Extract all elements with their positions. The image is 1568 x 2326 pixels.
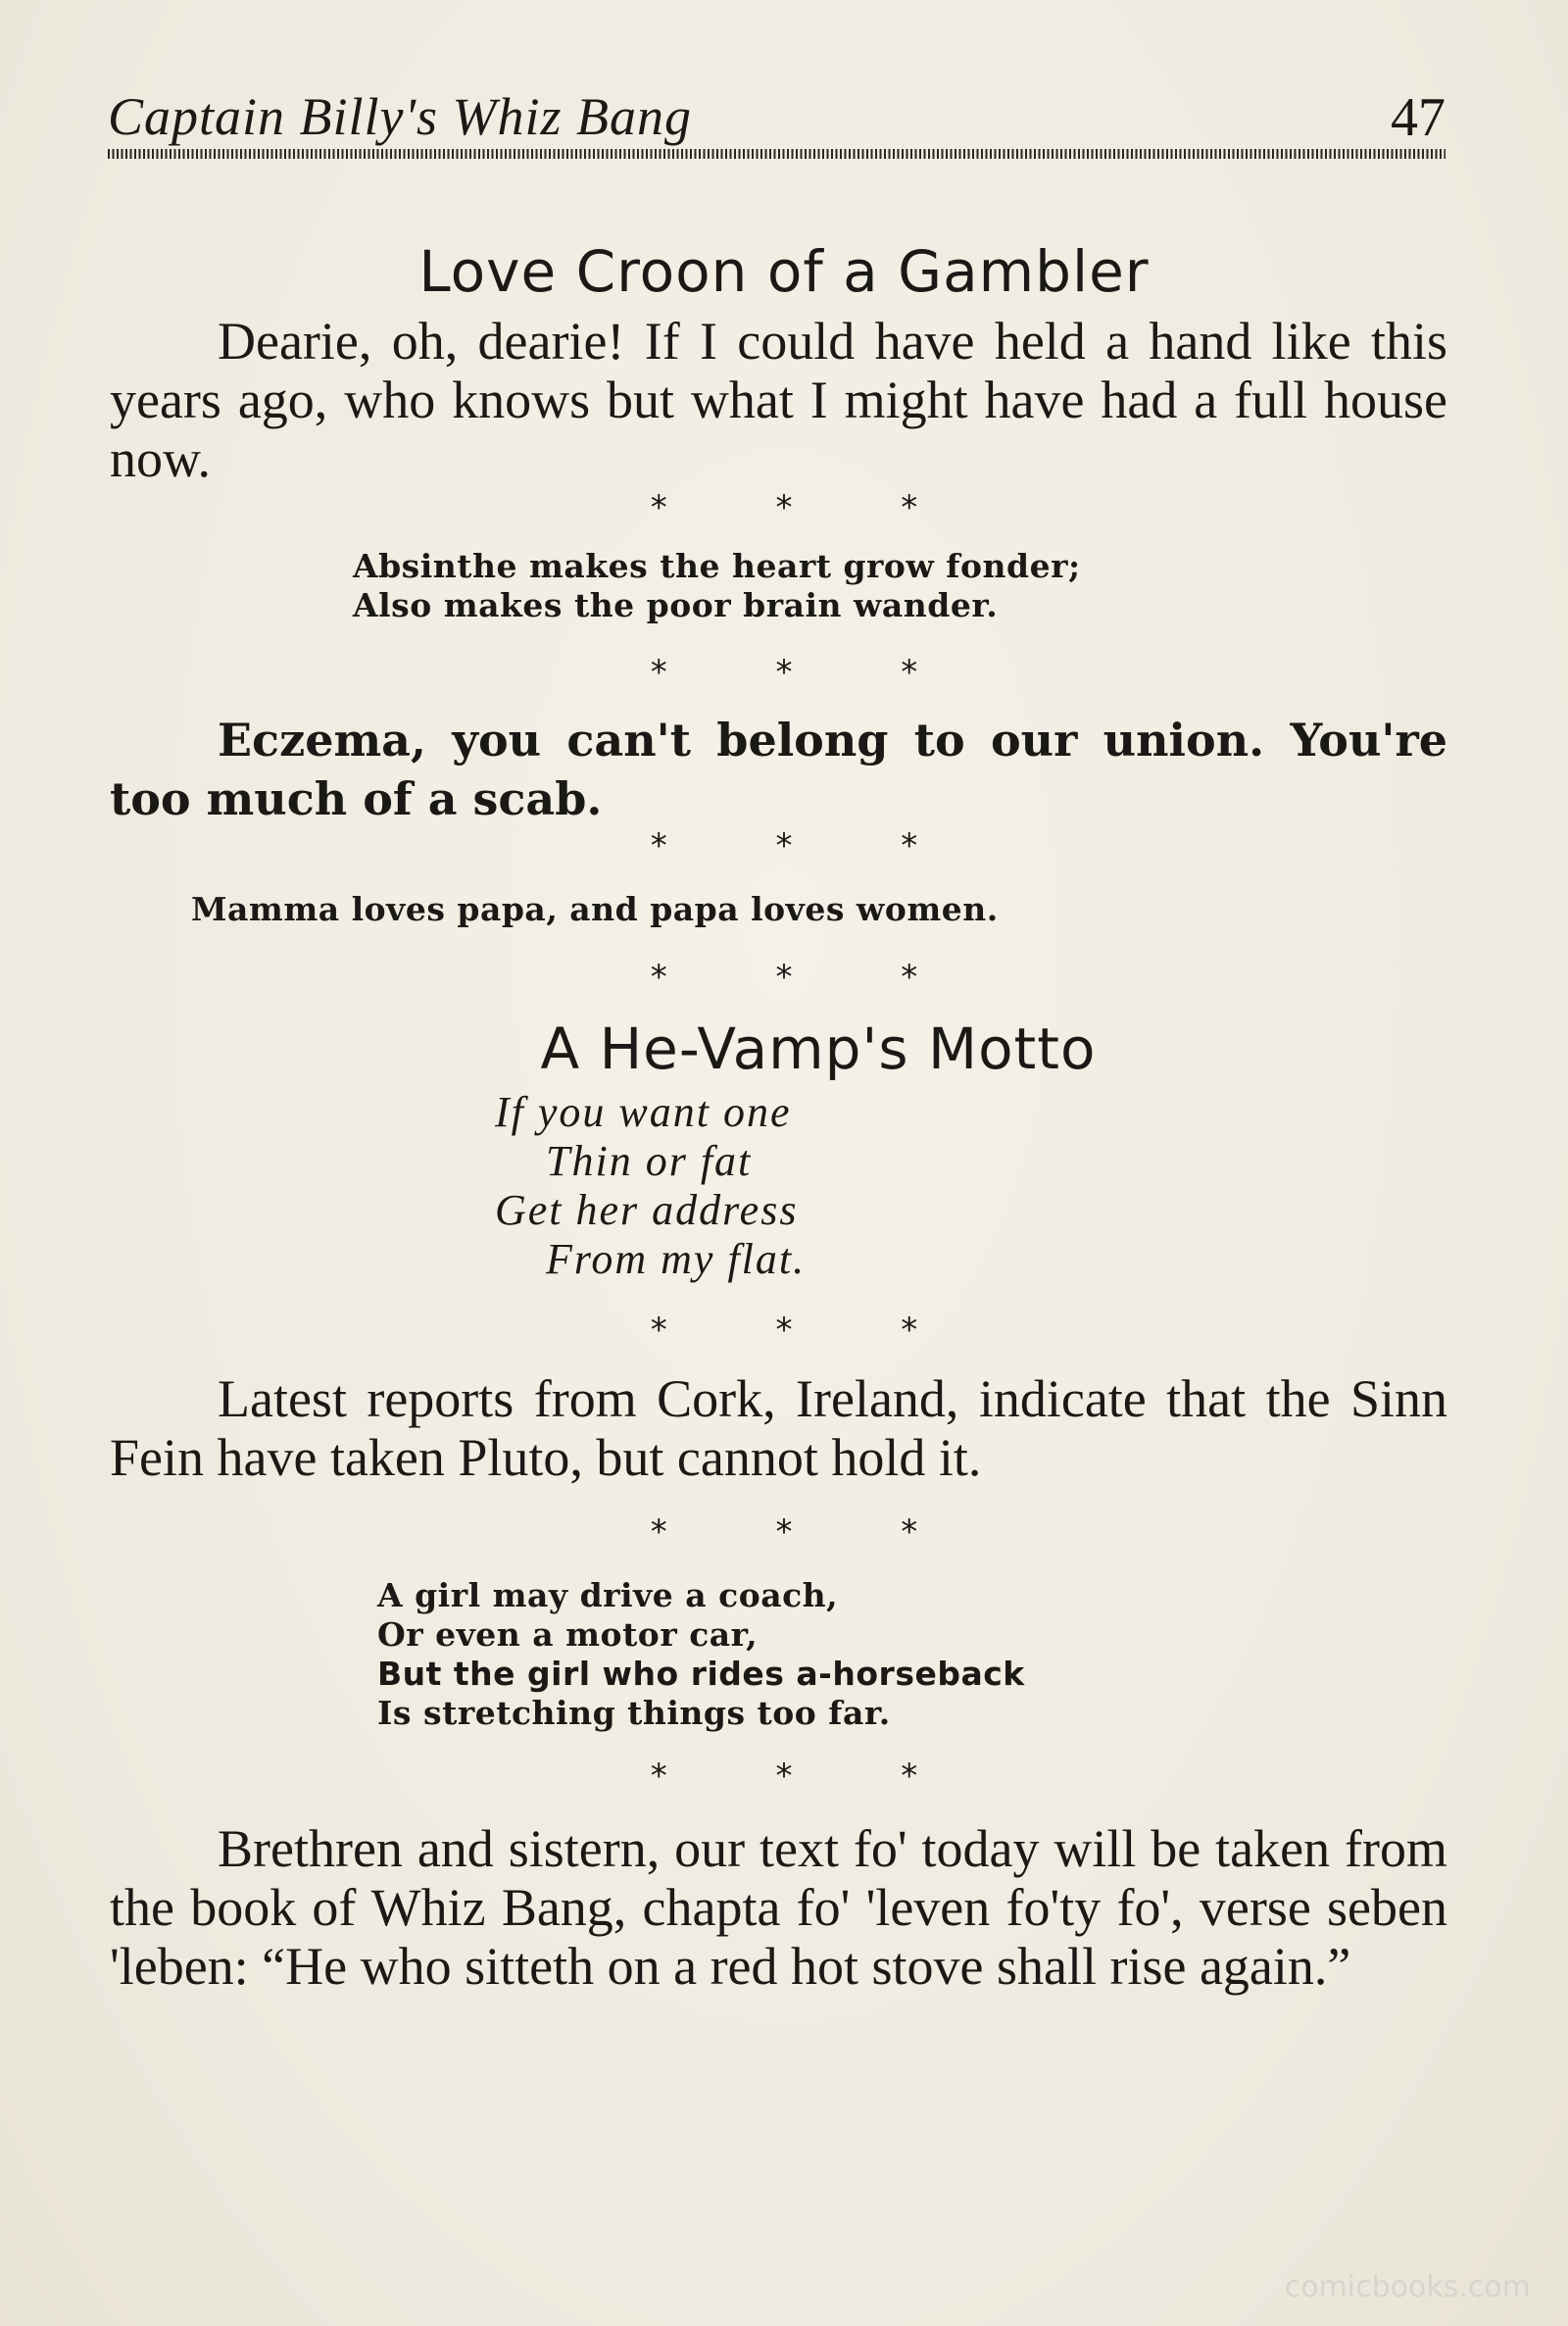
heading-he-vamp: A He-Vamp's Motto — [540, 1015, 1097, 1082]
separator: * * * — [650, 653, 967, 692]
poem-line: If you want one — [495, 1088, 792, 1136]
verse-horseback — [377, 1576, 1025, 1733]
header-rule — [108, 149, 1446, 159]
separator: * * * — [650, 1311, 967, 1350]
separator: * * * — [650, 488, 967, 527]
page-header — [108, 86, 1446, 155]
verse-line: But the girl who rides a-horseback — [377, 1655, 1025, 1693]
separator: * * * — [650, 958, 967, 997]
poem-line: Get her address — [495, 1186, 799, 1234]
paragraph-gambler: Dearie, oh, dearie! If I could have held a hand like this years ago, who knows but what I might have had a full house now. — [110, 312, 1447, 488]
separator: * * * — [650, 1757, 967, 1796]
poem-line: From my flat. — [546, 1235, 807, 1283]
paragraph-sinn-fein: Latest reports from Cork, Ireland, indicate that the Sinn Fein have taken Pluto, but cannot hold it. — [110, 1369, 1447, 1487]
paragraph-brethren: Brethren and sistern, our text fo' today will be taken from the book of Whiz Bang, chapta fo' 'leven fo'ty fo', verse seben 'leben: “He who sitteth on a red hot stove shall rise again.” — [110, 1819, 1447, 1996]
verse-absinthe — [353, 547, 1081, 625]
heading-love-croon: Love Croon of a Gambler — [418, 238, 1150, 305]
magazine-title: Captain Billy's Whiz Bang — [108, 87, 693, 146]
poem-line: Thin or fat — [546, 1137, 753, 1185]
separator: * * * — [650, 826, 967, 866]
verse-line: Or even a motor car, — [377, 1615, 759, 1654]
separator: * * * — [650, 1512, 967, 1552]
page-number: 47 — [1391, 87, 1446, 148]
verse-line: A girl may drive a coach, — [377, 1576, 839, 1614]
verse-line: Absinthe makes the heart grow fonder; — [353, 547, 1081, 585]
paragraph-eczema: Eczema, you can't belong to our union. You're too much of a scab. — [110, 714, 1447, 825]
verse-line: Also makes the poor brain wander. — [353, 586, 999, 624]
verse-line: Is stretching things too far. — [377, 1694, 891, 1732]
watermark: comicbooks.com — [1284, 2270, 1531, 2304]
line-mamma: Mamma loves papa, and papa loves women. — [191, 890, 999, 928]
poem-motto — [495, 1088, 806, 1284]
